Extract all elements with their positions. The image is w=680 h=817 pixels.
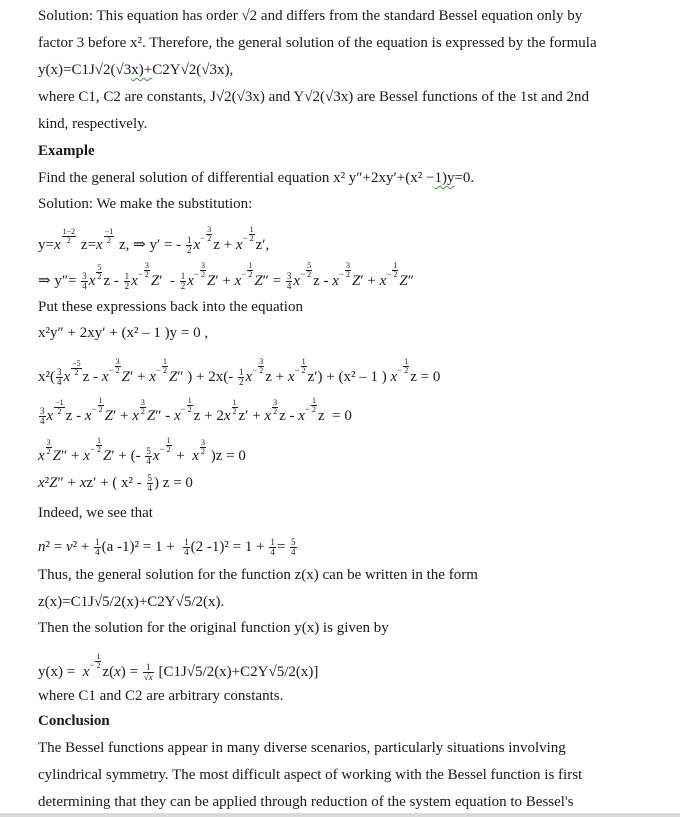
equation-order: n² = ν² + $\frac{1}{4}$ (a -1)² = 1 + $\frac{1}{4}$ (2 -1)² = 1 + $\frac{1}{4}$ = $\frac{5}{4}$ bbox=[38, 537, 296, 558]
paragraph-line: cylindrical symmetry. The most difficult aspect of working with the Bessel function is first bbox=[38, 767, 583, 783]
equation-second-derivative: ⇒ y″= $\frac{3}{4}$ x $\frac{5}{2}$ z - $\frac{1}{2}$ x− $\frac{3}{2}$ Z′ - $\frac{1}{2}$ x− $\frac{3}{2}$ Z′ + x− $\frac{1}{2}$ Z″ = $\frac{3}{4}$ x− $\frac{5}{2}$ z - x− $\frac{3}{2}$ Z′ + x− $\frac{1}{2}$ Z″ bbox=[38, 261, 414, 292]
paragraph-line: Solution: This equation has order √2 and differs from the standard Bessel equation only by bbox=[38, 8, 583, 24]
page-bottom-edge bbox=[0, 813, 680, 817]
task-part: Find the general solution of differential equation x² y″+2xy′+(x² − bbox=[38, 170, 435, 186]
equation-original: x²y″ + 2xy′ + (x² – 1 )y = 0 , bbox=[38, 325, 209, 341]
heading-conclusion: Conclusion bbox=[38, 713, 110, 729]
paragraph-line: Indeed, we see that bbox=[38, 505, 153, 521]
paragraph-line: kind, respectively. bbox=[38, 116, 148, 132]
paragraph-line: where C1 and C2 are arbitrary constants. bbox=[38, 688, 284, 704]
equation-z-solution: z(x)=C1J√5/2(x)+C2Y√5/2(x). bbox=[38, 594, 225, 610]
equation-y-solution: y(x) = x− $\frac{1}{2}$ z(x) = $\frac{1}{√x}$ [C1J√5/2(x)+C2Y√5/2(x)] bbox=[38, 652, 319, 683]
task-part: =0. bbox=[454, 170, 475, 186]
heading-example: Example bbox=[38, 143, 95, 159]
equation-substituted-3: x $\frac{3}{2}$ Z″ + x− $\frac{1}{2}$ Z′ + (- $\frac{5}{4}$ x− $\frac{1}{2}$ + x $\frac{3}{2}$ )z = 0 bbox=[38, 436, 246, 467]
equation-substitution: y=x $\frac{1-2}{2}$ z=x $\frac{-1}{2}$ z, ⇒ y′ = - $\frac{1}{2}$ x− $\frac{3}{2}$ z + x− $\frac{1}{2}$ z′, bbox=[38, 225, 270, 256]
spellcheck-squiggle: x)+ bbox=[131, 62, 153, 78]
paragraph-line: The Bessel functions appear in many diverse scenarios, particularly situations involving bbox=[38, 740, 566, 756]
spellcheck-squiggle: 1)y bbox=[434, 170, 455, 186]
paragraph-line: where C1, C2 are constants, J√2(√3x) and Y√2(√3x) are Bessel functions of the 1st and 2nd bbox=[38, 89, 590, 105]
paragraph-line: Then the solution for the original function y(x) is given by bbox=[38, 620, 389, 636]
paragraph-line: Put these expressions back into the equation bbox=[38, 299, 303, 315]
paragraph-line: Thus, the general solution for the function z(x) can be written in the form bbox=[38, 567, 478, 583]
paragraph-line: factor 3 before x². Therefore, the general solution of the equation is expressed by the formula bbox=[38, 35, 597, 51]
formula-line bbox=[38, 60, 233, 80]
equation-substituted-2: $\frac{3}{4}$ x $\frac{-1}{2}$ z - x− $\frac{1}{2}$ Z′ + x $\frac{3}{2}$ Z″ - x− $\frac{1}{2}$ z + 2x $\frac{1}{2}$ z′ + x $\frac{3}{2}$ z - x− $\frac{1}{2}$ z = 0 bbox=[40, 396, 352, 427]
equation-substituted-1: x²( $\frac{3}{4}$ x $\frac{-5}{2}$ z - x− $\frac{3}{2}$ Z′ + x− $\frac{1}{2}$ Z″ ) + 2x(- $\frac{1}{2}$ x− $\frac{3}{2}$ z + x− $\frac{1}{2}$ z′) + (x² – 1 ) x− $\frac{1}{2}$ z = 0 bbox=[38, 357, 441, 388]
equation-bessel-form: x²Z″ + xz′ + ( x² - $\frac{5}{4}$ ) z = 0 bbox=[38, 473, 193, 494]
task-line bbox=[38, 168, 474, 188]
paragraph-line: Solution: We make the substitution: bbox=[38, 196, 253, 212]
y-solution-bracket: [C1J√5/2(x)+C2Y√5/2(x)] bbox=[158, 664, 319, 680]
formula-part: y(x)=C1J√2(√3 bbox=[38, 62, 132, 78]
formula-part: C2Y√2(√3x), bbox=[152, 62, 234, 78]
paragraph-line: determining that they can be applied through reduction of the system equation to Bessel's bbox=[38, 794, 574, 810]
